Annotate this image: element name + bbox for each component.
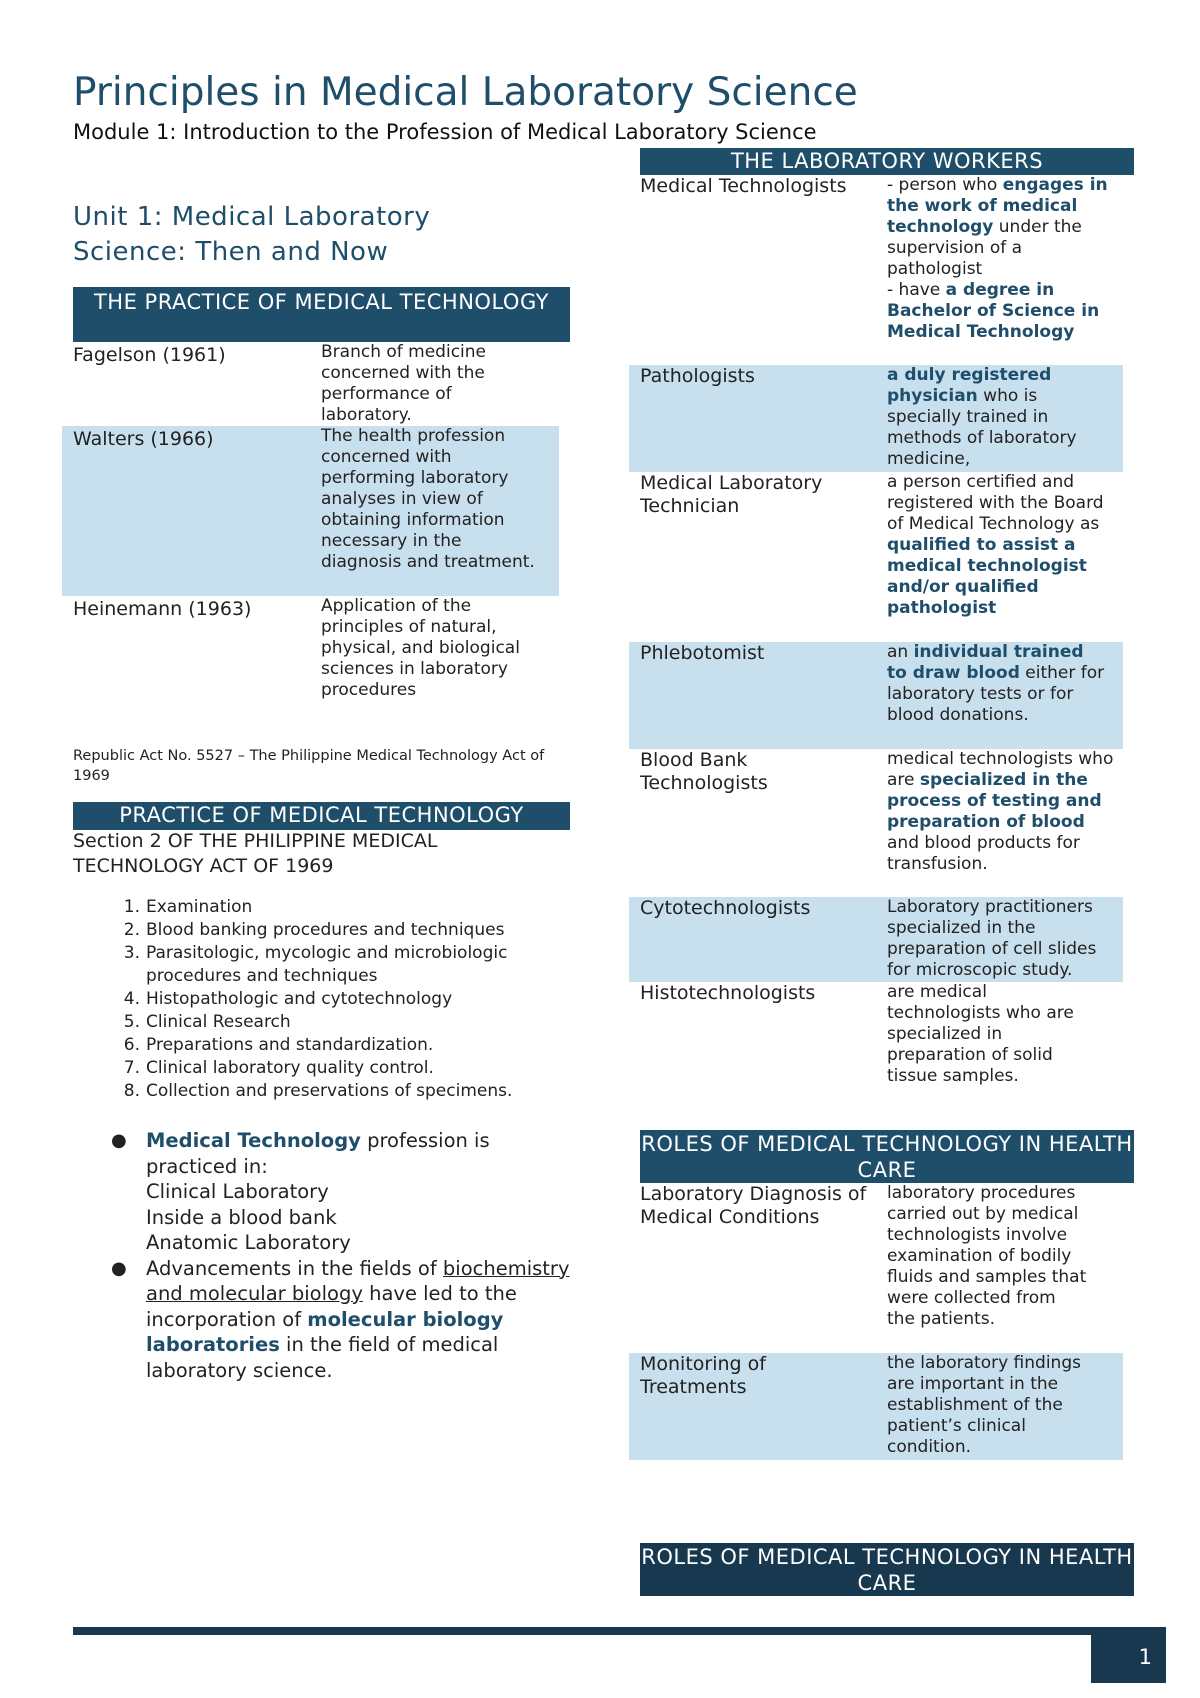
table-row bbox=[62, 596, 559, 706]
list-item: 2. Blood banking procedures and techniques bbox=[123, 920, 505, 940]
practice-table-heading: THE PRACTICE OF MEDICAL TECHNOLOGY bbox=[73, 287, 570, 342]
definition-cell: laboratory procedures carried out by medical technologists involve examination of bodily fluids and samples that were collected from the patients. bbox=[887, 1183, 1087, 1329]
place-item: Clinical Laboratory bbox=[146, 1180, 329, 1203]
list-item: 8. Collection and preservations of specimens. bbox=[123, 1081, 513, 1101]
bullet-icon: ● bbox=[111, 1257, 127, 1279]
workers-table-heading: THE LABORATORY WORKERS bbox=[640, 148, 1134, 175]
term-cell: Blood Bank Technologists bbox=[640, 749, 768, 794]
module-subtitle: Module 1: Introduction to the Profession of Medical Laboratory Science bbox=[73, 120, 817, 144]
bullet-icon: ● bbox=[111, 1130, 127, 1151]
list-item: 1. Examination bbox=[123, 897, 253, 917]
list-item: 6. Preparations and standardization. bbox=[123, 1035, 434, 1055]
place-item: Anatomic Laboratory bbox=[146, 1231, 351, 1254]
table-row bbox=[62, 342, 559, 426]
table-row bbox=[629, 982, 1123, 1086]
bullet-list bbox=[73, 1128, 573, 1383]
table-row bbox=[629, 472, 1123, 642]
table-row bbox=[629, 642, 1123, 749]
term-cell: Histotechnologists bbox=[640, 982, 816, 1004]
list-item: 3. Parasitologic, mycologic and microbiologic bbox=[123, 943, 508, 963]
definition-cell: a duly registered physician who is specially trained in methods of laboratory medicine, bbox=[887, 365, 1077, 469]
roles-heading-2: ROLES OF MEDICAL TECHNOLOGY IN HEALTH CARE bbox=[641, 1545, 1133, 1595]
document-title: Principles in Medical Laboratory Science bbox=[73, 70, 858, 115]
definition-cell: an individual trained to draw blood either for laboratory tests or for blood donations. bbox=[887, 642, 1105, 725]
definition-cell: the laboratory findings are important in the establishment of the patient’s clinical condition. bbox=[887, 1353, 1081, 1457]
definition-cell: are medical technologists who are specialized in preparation of solid tissue samples. bbox=[887, 982, 1074, 1086]
list-item: 4. Histopathologic and cytotechnology bbox=[123, 989, 453, 1009]
term-cell: Walters (1966) bbox=[73, 428, 214, 450]
term-cell: Phlebotomist bbox=[640, 642, 765, 664]
roles-table-heading: ROLES OF MEDICAL TECHNOLOGY IN HEALTH CARE bbox=[641, 1132, 1133, 1182]
table-row bbox=[629, 749, 1123, 897]
term-cell: Laboratory Diagnosis of Medical Conditions bbox=[640, 1183, 867, 1228]
term-cell: Cytotechnologists bbox=[640, 897, 811, 919]
unit-heading-line-1: Unit 1: Medical Laboratory bbox=[73, 202, 431, 232]
term-cell: Medical Technologists bbox=[640, 175, 847, 197]
bullet-item: ● Medical Technology profession is practiced in: Clinical Laboratory Inside a blood bank Anatomic Laboratory bbox=[73, 1128, 573, 1256]
footer-rule bbox=[73, 1627, 1166, 1635]
definition-cell: Laboratory practitioners specialized in the preparation of cell slides for microscopic study. bbox=[887, 897, 1097, 980]
list-item: procedures and techniques bbox=[146, 966, 378, 986]
table-row bbox=[629, 1353, 1123, 1460]
definition-cell: Application of the principles of natural, physical, and biological sciences in laboratory procedures bbox=[321, 596, 520, 700]
practice-list bbox=[73, 896, 573, 1103]
republic-act-note: Republic Act No. 5527 – The Philippine Medical Technology Act of 1969 bbox=[73, 748, 545, 784]
definition-cell: medical technologists who are specialized in the process of testing and preparation of blood and blood products for transfusion. bbox=[887, 749, 1114, 874]
definition-cell: - person who engages in the work of medical technology under the supervision of a pathologist - have a degree in Bachelor of Science in Medical Technology bbox=[887, 175, 1108, 342]
term-cell: Medical Laboratory Technician bbox=[640, 472, 823, 517]
unit-heading bbox=[73, 200, 553, 270]
table-row bbox=[629, 1183, 1123, 1353]
practice-section-intro: Section 2 OF THE PHILIPPINE MEDICAL TECHNOLOGY ACT OF 1969 bbox=[73, 830, 438, 877]
term-cell: Monitoring of Treatments bbox=[640, 1353, 766, 1398]
bullet-item: ● Advancements in the fields of biochemistry and molecular biology have led to the incorporation of molecular biology laboratories in the field of medical laboratory science. bbox=[111, 1256, 570, 1382]
definition-cell: The health profession concerned with performing laboratory analyses in view of obtaining information necessary in the diagnosis and treatment. bbox=[321, 426, 535, 572]
page-number: 1 bbox=[1091, 1627, 1166, 1683]
term-cell: Heinemann (1963) bbox=[73, 598, 252, 620]
table-row bbox=[62, 426, 559, 596]
table-row bbox=[629, 175, 1123, 365]
unit-heading-line-2: Science: Then and Now bbox=[73, 237, 389, 267]
list-item: 7. Clinical laboratory quality control. bbox=[123, 1058, 434, 1078]
term-cell: Fagelson (1961) bbox=[73, 344, 226, 366]
definition-cell: Branch of medicine concerned with the performance of laboratory. bbox=[321, 342, 486, 425]
place-item: Inside a blood bank bbox=[146, 1205, 337, 1229]
table-row bbox=[629, 897, 1123, 982]
list-item: 5. Clinical Research bbox=[123, 1012, 291, 1032]
definition-cell: a person certified and registered with the Board of Medical Technology as qualified to assist a medical technologist and/or qualified pathologist bbox=[887, 472, 1104, 618]
term-cell: Pathologists bbox=[640, 365, 755, 387]
table-row bbox=[629, 365, 1123, 472]
practice-section-heading: PRACTICE OF MEDICAL TECHNOLOGY bbox=[73, 802, 570, 830]
